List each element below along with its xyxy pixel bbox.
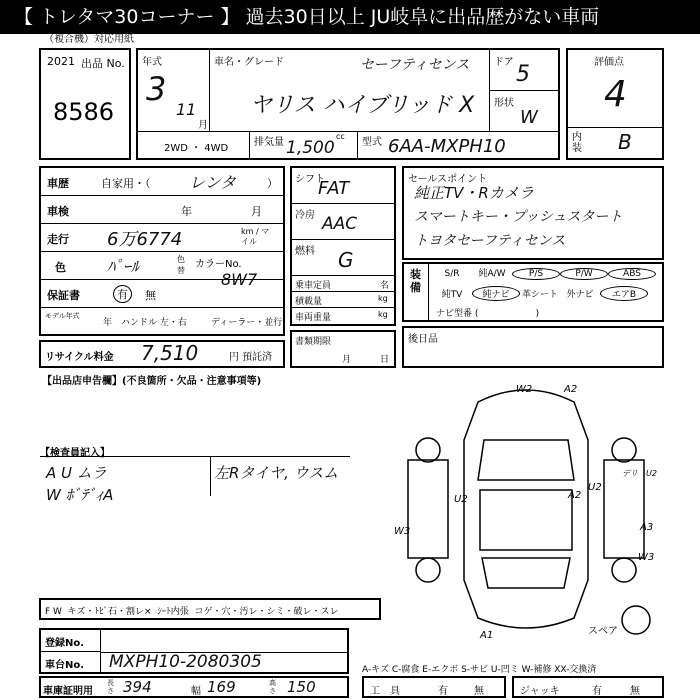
shape-value: W bbox=[520, 107, 538, 128]
capacity-label: 乗車定員 bbox=[295, 281, 332, 291]
drive-cell bbox=[138, 132, 250, 160]
shift-value: FAT bbox=[318, 178, 350, 199]
after-box bbox=[402, 326, 664, 368]
warranty-row bbox=[41, 270, 283, 308]
wheel-fr bbox=[612, 438, 636, 462]
docs-day: 日 bbox=[380, 355, 390, 365]
shape-cell bbox=[490, 91, 558, 132]
weight-row bbox=[292, 308, 394, 324]
cert-label: 車庫証明用 bbox=[43, 686, 93, 697]
score-box bbox=[566, 48, 664, 160]
weight-unit: kg bbox=[378, 310, 388, 319]
roof bbox=[480, 490, 572, 550]
shaken-month: 月 bbox=[251, 205, 262, 218]
tools-label: 工 具 bbox=[370, 686, 400, 697]
name-cell bbox=[210, 50, 490, 132]
inspector-note-1: A U ムラ bbox=[46, 464, 107, 482]
history-opts: 自家用・（ bbox=[101, 177, 151, 190]
dealer-label: ディーラー・並行 bbox=[211, 318, 283, 328]
year-cell bbox=[138, 50, 210, 132]
mark-u2-left: U2 bbox=[454, 494, 468, 505]
model-year-row bbox=[41, 308, 283, 334]
capacity-unit: 名 bbox=[380, 281, 390, 291]
history-label: 車歴 bbox=[47, 177, 69, 190]
defects-label: 【出品店申告欄】(不良箇所・欠品・注意事項等) bbox=[42, 376, 262, 387]
sales-line-2: スマートキー・プッシュスタート bbox=[414, 209, 623, 225]
cert-w-label: 幅 bbox=[191, 686, 201, 697]
score-label: 評価点 bbox=[594, 57, 624, 68]
inspector-rule bbox=[40, 456, 350, 457]
opt-ext-navi: 外ナビ bbox=[566, 290, 594, 300]
year-month: 11 bbox=[176, 100, 197, 119]
left-side bbox=[408, 460, 448, 558]
jack-box bbox=[512, 676, 664, 698]
sales-label: セールスポイント bbox=[408, 174, 488, 185]
cert-length: 394 bbox=[123, 678, 152, 696]
color-no-value: 8W7 bbox=[221, 270, 258, 289]
car-outline bbox=[464, 390, 588, 628]
recycle-unit: 円 預託済 bbox=[229, 352, 273, 363]
reg-box bbox=[39, 628, 349, 674]
mark-a2-front: A2 bbox=[564, 384, 578, 395]
drive-label: 2WD ・ 4WD bbox=[164, 143, 229, 154]
year-label: 年式 bbox=[142, 57, 162, 68]
ac-row bbox=[292, 204, 394, 240]
opt-pw: P/W bbox=[560, 268, 608, 280]
spare-wheel bbox=[622, 606, 650, 634]
score-cell bbox=[568, 50, 662, 128]
month-suffix: 月 bbox=[198, 120, 208, 131]
warranty-no: 無 bbox=[145, 289, 156, 302]
cc-unit: cc bbox=[336, 132, 345, 141]
doors-label: ドア bbox=[494, 57, 514, 68]
windshield bbox=[478, 440, 574, 480]
tools-yes: 有 bbox=[438, 686, 448, 697]
recycle-label: リサイクル料金 bbox=[45, 352, 114, 363]
chassis-label: 車台No. bbox=[45, 660, 85, 671]
spare-label: スペア bbox=[588, 626, 618, 637]
docs-box bbox=[290, 330, 396, 368]
mileage-value: 6万6774 bbox=[107, 229, 183, 250]
model-name: ヤリス ハイブリッド X bbox=[250, 93, 475, 118]
cert-l-label: 長さ bbox=[107, 679, 114, 695]
warranty-yes: 有 bbox=[113, 285, 132, 303]
wheel-rl bbox=[416, 558, 440, 582]
displacement-cell bbox=[250, 132, 358, 160]
load-unit: kg bbox=[378, 294, 388, 303]
sales-line-3: トヨタセーフティセンス bbox=[414, 233, 566, 249]
model-year-label: モデル年式 bbox=[45, 312, 80, 320]
mark-a3: A3 bbox=[640, 522, 654, 533]
lot-box bbox=[39, 48, 131, 160]
displacement-value: 1,500 bbox=[286, 138, 335, 158]
rear-window bbox=[482, 558, 570, 588]
opt-abs: ABS bbox=[608, 268, 656, 280]
codes-row: F W キズ・ﾄﾋﾞ石・割レ× ｼｰﾄ内張 コゲ・穴・汚レ・シミ・破レ・スレ bbox=[45, 607, 339, 617]
capacity-row bbox=[292, 276, 394, 292]
opt-alloy: 純A/W bbox=[478, 269, 506, 279]
fuel-label: 燃料 bbox=[295, 246, 315, 257]
shift-label: シフト bbox=[295, 174, 325, 185]
equip-row-2 bbox=[432, 286, 648, 301]
tools-box bbox=[362, 676, 506, 698]
load-row bbox=[292, 292, 394, 308]
car-diagram bbox=[388, 380, 664, 640]
chassis-label-cell bbox=[41, 652, 101, 674]
reg-label-cell bbox=[41, 630, 101, 652]
color-value: ﾊﾟｰﾙ bbox=[107, 257, 140, 276]
history-row bbox=[41, 168, 283, 196]
lot-label: 出品 No. bbox=[81, 57, 125, 70]
model-year-unit: 年 bbox=[103, 318, 113, 328]
mileage-row bbox=[41, 224, 283, 252]
history-value: レンタ bbox=[189, 173, 236, 192]
tools-no: 無 bbox=[474, 686, 484, 697]
type-cell bbox=[358, 132, 558, 160]
top-grid bbox=[136, 48, 560, 160]
mark-w3-right: W3 bbox=[638, 552, 655, 563]
inspector-label: 【検査員記入】 bbox=[40, 448, 110, 459]
recycle-value: 7,510 bbox=[141, 341, 199, 365]
history-close: ） bbox=[267, 177, 278, 190]
fuel-row bbox=[292, 240, 394, 276]
left-block bbox=[39, 166, 285, 336]
opt-navi: 純ナビ bbox=[472, 286, 520, 301]
chassis-value: MXPH10-2080305 bbox=[109, 652, 262, 672]
color-label: 色 bbox=[55, 261, 66, 274]
reg-label: 登録No. bbox=[45, 638, 85, 649]
navi-model: ナビ型番 ( ) bbox=[436, 309, 540, 319]
lot-number: 8586 bbox=[53, 98, 115, 126]
shaken-row bbox=[41, 196, 283, 224]
jack-no: 無 bbox=[630, 686, 640, 697]
mark-w3-left: W3 bbox=[394, 526, 411, 537]
mark-a1: A1 bbox=[480, 630, 494, 640]
doors-cell bbox=[490, 50, 558, 91]
recycle-box bbox=[39, 340, 285, 368]
fuel-value: G bbox=[338, 248, 354, 272]
shift-row bbox=[292, 168, 394, 204]
docs-label: 書類期限 bbox=[295, 337, 332, 347]
mark-a2-roof: A2 bbox=[568, 490, 582, 501]
opt-leather: 革シート bbox=[521, 290, 558, 300]
subheader: （複合機）対応用紙 bbox=[44, 34, 134, 45]
inspector-note-3: 左Rタイヤ, ウスム bbox=[214, 464, 339, 482]
doors-value: 5 bbox=[516, 62, 530, 87]
weight-label: 車両重量 bbox=[295, 313, 332, 323]
opt-airbag: エアB bbox=[600, 286, 648, 301]
banner: 【 トレタマ30コーナー 】 過去30日以上 JU岐阜に出品歴がない車両 bbox=[0, 0, 700, 34]
sales-box bbox=[402, 166, 664, 260]
mileage-label: 走行 bbox=[47, 233, 69, 246]
mileage-unit: km / マイル bbox=[241, 227, 270, 246]
inspector-note-2: W ﾎﾞﾃﾞｨA bbox=[46, 486, 114, 504]
jack-label: ジャッキ bbox=[520, 686, 560, 697]
equip-box bbox=[402, 262, 664, 322]
grade-note: セーフティセンス bbox=[360, 57, 470, 73]
equip-divider bbox=[428, 264, 429, 320]
score-value: 4 bbox=[604, 74, 627, 115]
equip-row-1 bbox=[432, 266, 656, 280]
inspector-split bbox=[210, 456, 211, 496]
legend: A-キズ C-腐食 E-エクボ S-サビ U-凹ミ W-補修 XX-交換済 bbox=[362, 665, 597, 675]
displacement-label: 排気量 bbox=[254, 137, 284, 148]
opt-ps: P/S bbox=[512, 268, 560, 280]
wheel-fl bbox=[416, 438, 440, 462]
codes-box bbox=[39, 598, 381, 620]
interior-label: 内装 bbox=[572, 132, 582, 154]
mark-deri: デリ U2 bbox=[622, 469, 657, 478]
load-label: 積載量 bbox=[295, 297, 323, 307]
cert-h-label: 高さ bbox=[269, 679, 276, 695]
mark-w2: W2 bbox=[516, 384, 533, 395]
shaken-label: 車検 bbox=[47, 205, 69, 218]
interior-value: B bbox=[618, 130, 632, 154]
opt-sunroof: S/R bbox=[444, 269, 460, 279]
type-value: 6AA-MXPH10 bbox=[388, 136, 506, 157]
warranty-label: 保証書 bbox=[47, 289, 80, 302]
sales-line-1: 純正TV・Rカメラ bbox=[414, 184, 534, 202]
color-no-label: カラーNo. bbox=[195, 259, 242, 270]
shape-label: 形状 bbox=[494, 98, 514, 109]
color-change: 色替 bbox=[177, 255, 185, 275]
jack-yes: 有 bbox=[592, 686, 602, 697]
cert-height: 150 bbox=[287, 678, 316, 696]
after-label: 後日品 bbox=[408, 334, 438, 345]
type-label: 型式 bbox=[362, 137, 382, 148]
year-value: 3 bbox=[146, 70, 167, 108]
ac-value: AAC bbox=[322, 214, 358, 234]
mark-u2-right: U2 bbox=[588, 482, 602, 493]
mid-block bbox=[290, 166, 396, 326]
handle-label: ハンドル 左・右 bbox=[121, 318, 187, 328]
docs-month: 月 bbox=[342, 355, 352, 365]
wheel-rr bbox=[612, 558, 636, 582]
ac-label: 冷房 bbox=[295, 210, 315, 221]
lot-year: 2021 bbox=[47, 55, 75, 68]
cert-width: 169 bbox=[207, 678, 236, 696]
equip-label: 装備 bbox=[410, 268, 421, 294]
shaken-year: 年 bbox=[181, 205, 192, 218]
opt-tv: 純TV bbox=[441, 290, 463, 300]
name-label: 車名・グレード bbox=[214, 57, 284, 68]
cert-box bbox=[39, 676, 349, 698]
